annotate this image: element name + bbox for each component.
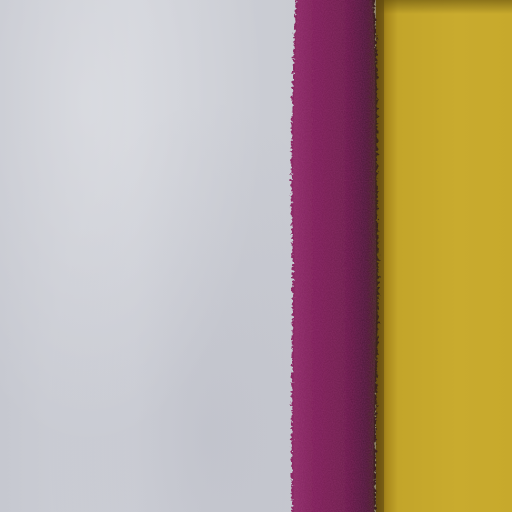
magenta-pipe-cleaner (288, 0, 384, 512)
yellow-surface (376, 0, 512, 512)
yellow-top-shadow (376, 0, 512, 14)
pipe-cleaner-graphic (288, 0, 384, 512)
